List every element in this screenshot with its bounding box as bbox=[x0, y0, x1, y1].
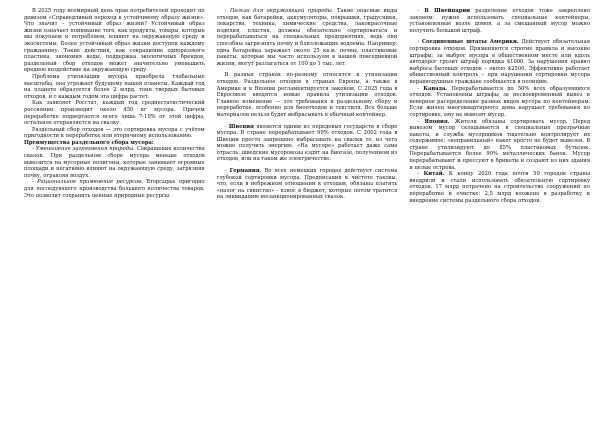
country-item: - Соединенные штаты Америки. Действует обязательная сортировка отходов. Применяются строгие правила и высокие штрафы: за выброс мусора в общественном месте или вдоль автодорог грозит штраф порядка $1000. За нарушения правил выброса бытовых отходов – около $2500. Эффективно работает общественный контроль – при нарушении сортировки мусора неравнодушные граждане сообщается в полицию. bbox=[409, 39, 591, 85]
country-title: Япония. bbox=[424, 118, 450, 125]
paragraph: В 2025 году всемирный день прав потребителей проходит по девизом «Справедливый переход к устойчивому образу жизни». Что значит – устойчивый образ жизни? Устойчивый образ жизни означает понимание того, как продукты, товары, которые мы покупаем и потребляем, влияют на окружающую среду и экосистемы. Более устойчивый образ жизни доступен каждому гражданину. Такие действия, как сокращение одноразового пластика, экономия воды, поддержка экологичных брендов, раздельный сбор отходов может значительно уменьшить вредное воздействие на окружающую среду. bbox=[24, 8, 205, 74]
benefit-text: Такие опасные виды отходов, как батарейки, аккумуляторы, покрышки, градусники, лекарства, техника, химические средства, лакокрасочные изделия, пластик, должны обязательно сортироваться и перерабатываться на специальных предприятиях, ведь они способны загрязнять почву и близлежащие водоемы. Например: одна батарейка заражает около 25 кв.м. почвы, пластиковые пакеты, которые мы часто используем в нашей повседневной жизни, могут разлагаться от 100 до 1 тыс. лет. bbox=[216, 8, 398, 67]
text-column-2 bbox=[217, 8, 398, 420]
country-text: Жители обязаны сортировать мусор. Перед вывозом мусор складывается в специальные прозрачные пакеты, и служба мусорщиков тщательно контролирует их содержимое: «неправильный» пакет просто не будет вывезен. В стране утилизируют до 85% пластиковых бутылок. Перерабатывается более 90% металлических банок. Мусор перерабатывают и прессуют в брикеты и создают из них здания и целые острова. bbox=[409, 118, 591, 171]
paragraph: В разных странах по-разному относятся к утилизации отходов. Раздельное отходов в странах Европы, а также в Америке и в Японии регламентируется законом. С 2025 года в Евросоюзе вводятся новые правила утилизации отходов. Главное изменение — это требования к раздельному сбору и переработке, особенно для биоотходов и текстиля. Все больше материалов нельзя будет выбрасывать в обычный контейнер. bbox=[216, 72, 398, 118]
country-title: В Швейцарии bbox=[424, 8, 471, 14]
country-item: - Китай. К концу 2020 года почти 50 городов страны внедрили и стали использовать обязательную сортировку отходов. 17 млрд потрачено на строительство сооружений по переработке и очистке; 2,5 млрд вложено в разработку и внедрение системы раздельного сбора отходов. bbox=[409, 171, 591, 204]
paragraph: Как заявляет Росстат, каждый год среднестатистический россиянин производит около 450 кг мусора. Причем переработке подвергается всего лишь 7-10% от этой цифры, остальное отправляется на свалку. bbox=[24, 100, 205, 127]
country-item: - Швеция является одним из передовых государств в сборе мусора. В стране перерабатывают 99% отходов. С 2002 года в Швеции просто запрещено выбрасывать на свалки то, из чего можно получить энергию. «На мусоре» работает даже сама отрасль: шведские мусоровозы ездят на биогазе, полученном из отходов, или на таком же электричестве. bbox=[216, 123, 398, 163]
country-title: Соединенные штаты Америки. bbox=[421, 39, 519, 46]
country-item: - Канада. Перерабатывается до 50% всех образующихся отходов. Установлены штрафы за несвоевременный вывоз и неверное распределение разных видов мусора по контейнерам. Если жилец многоквартирного дома нарушает требования по сортировке, ему не вывозят мусор. bbox=[409, 85, 591, 118]
country-item: - Германия. Во всех немецких городах действует система глубокой сортировки мусора. Предписания к чистоте таковы, что, если в небрежном отношении к отходам, обязаны платить «налог на свинство» - взнос в бюджет, которые потом тратится на ликвидацию несанкционированных свалок. bbox=[216, 168, 398, 201]
country-text: К концу 2020 года почти 50 городов страны внедрили и стали использовать обязательную сортировку отходов. 17 млрд потрачено на строительство сооружений по переработке и очистке; 2,5 млрд вложено в разработку и внедрение системы раздельного сбора отходов. bbox=[409, 171, 591, 204]
benefit-item: - Рациональное применение ресурсов. Вторсырье пригодно для последующего производства большого количества товаров. Это позволит сохранить ценные природные ресурсы. bbox=[24, 179, 205, 199]
section-heading: Преимущества раздельного сбора мусора: bbox=[24, 139, 154, 146]
text-column-1 bbox=[24, 8, 205, 420]
paragraph: Проблема утилизации мусора приобрела глобальные масштабы, она угрожает будущему нашей планеты. Каждый год на планете образуется более 2 млрд. тонн твердых бытовых отходов, и с каждым годом эта цифра растет. bbox=[24, 73, 205, 100]
text-column-3 bbox=[409, 8, 590, 420]
country-text: Перерабатывается до 50% всех образующихся отходов. Установлены штрафы за несвоевременный вывоз и неверное распределение разных видов мусора по контейнерам. Если жилец многоквартирного дома нарушает требования по сортировке, ему не вывозят мусор. bbox=[409, 85, 591, 118]
country-item: - В Швейцарии разделение отходов тоже закреплено законом: нужно использовать специальные контейнеры, установленные возле домов, а за смешанный мусор можно получить большой штраф. bbox=[409, 8, 591, 34]
paragraph: Раздельный сбор отходов — это сортировка мусора с учётом пригодности к переработке или вторичному использованию. bbox=[24, 126, 205, 140]
country-item: - Япония. Жители обязаны сортировать мусор. Перед вывозом мусор складывается в специальные прозрачные пакеты, и служба мусорщиков тщательно контролирует их содержимое: «неправильный» пакет просто не будет вывезен. В стране утилизируют до 85% пластиковых бутылок. Перерабатывается более 90% металлических банок. Мусор перерабатывают и прессуют в брикеты и создают из них здания и целые острова. bbox=[409, 118, 591, 171]
country-text: является одним из передовых государств в сборе мусора. В стране перерабатывают 99% отходов. С 2002 года в Швеции просто запрещено выбрасывать на свалки то, из чего можно получить энергию. «На мусоре» работает даже сама отрасль: шведские мусоровозы ездят на биогазе, полученном из отходов, или на таком же электричестве. bbox=[216, 123, 398, 163]
country-title: Швеция bbox=[228, 123, 254, 130]
benefit-item: - Польза для окружающей природы. Такие опасные виды отходов, как батарейки, аккумуляторы, покрышки, градусники, лекарства, техника, химические средства, лакокрасочные изделия, пластик, должны обязательно сортироваться и перерабатываться на специальных предприятиях, ведь они способны загрязнять почву и близлежащие водоемы. Например: одна батарейка заражает около 25 кв.м. почвы, пластиковые пакеты, которые мы часто используем в нашей повседневной жизни, могут разлагаться от 100 до 1 тыс. лет. bbox=[216, 8, 398, 67]
country-text: Действует обязательная сортировка отходов. Применяются строгие правила и высокие штрафы: за выброс мусора в общественном месте или вдоль автодорог грозит штраф порядка $1000. За нарушения правил выброса бытовых отходов – около $2500. Эффективно работает общественный контроль – при нарушении сортировки мусора неравнодушные граждане сообщается в полицию. bbox=[409, 39, 591, 85]
country-title: Канада. bbox=[423, 85, 448, 92]
benefit-title: Уменьшение загрязнения природы. bbox=[35, 146, 135, 153]
benefit-text: Вторсырье пригодно для последующего производства большого количества товаров. Это позволит сохранить ценные природные ресурсы. bbox=[24, 179, 205, 199]
benefit-title: Рациональное применение ресурсов. bbox=[37, 179, 143, 186]
country-text: Во всех немецких городах действует система глубокой сортировки мусора. Предписания к чистоте таковы, что, если в небрежном отношении к отходам, обязаны платить «налог на свинство» - взнос в бюджет, которые потом тратится на ликвидацию несанкционированных свалок. bbox=[216, 168, 398, 201]
country-title: Германия. bbox=[229, 168, 262, 175]
country-text: разделение отходов тоже закреплено законом: нужно использовать специальные контейнеры, установленные возле домов, а за смешанный мусор можно получить большой штраф. bbox=[409, 8, 591, 34]
country-title: Китай. bbox=[423, 171, 445, 178]
benefit-text: Сокращение количества свалок. При раздельном сборе мусора меньше отходов вывозится на мусорные полигоны, которые занимают огромные площади и негативно влияют на окружающую среду, загрязняя почву, отравляя воздух. bbox=[24, 146, 205, 179]
benefit-title: Польза для окружающей природы. bbox=[229, 8, 334, 14]
benefit-item: - Уменьшение загрязнения природы. Сокращение количества свалок. При раздельном сборе мусора меньше отходов вывозится на мусорные полигоны, которые занимают огромные площади и негативно влияют на окружающую среду, загрязняя почву, отравляя воздух. bbox=[24, 146, 205, 179]
